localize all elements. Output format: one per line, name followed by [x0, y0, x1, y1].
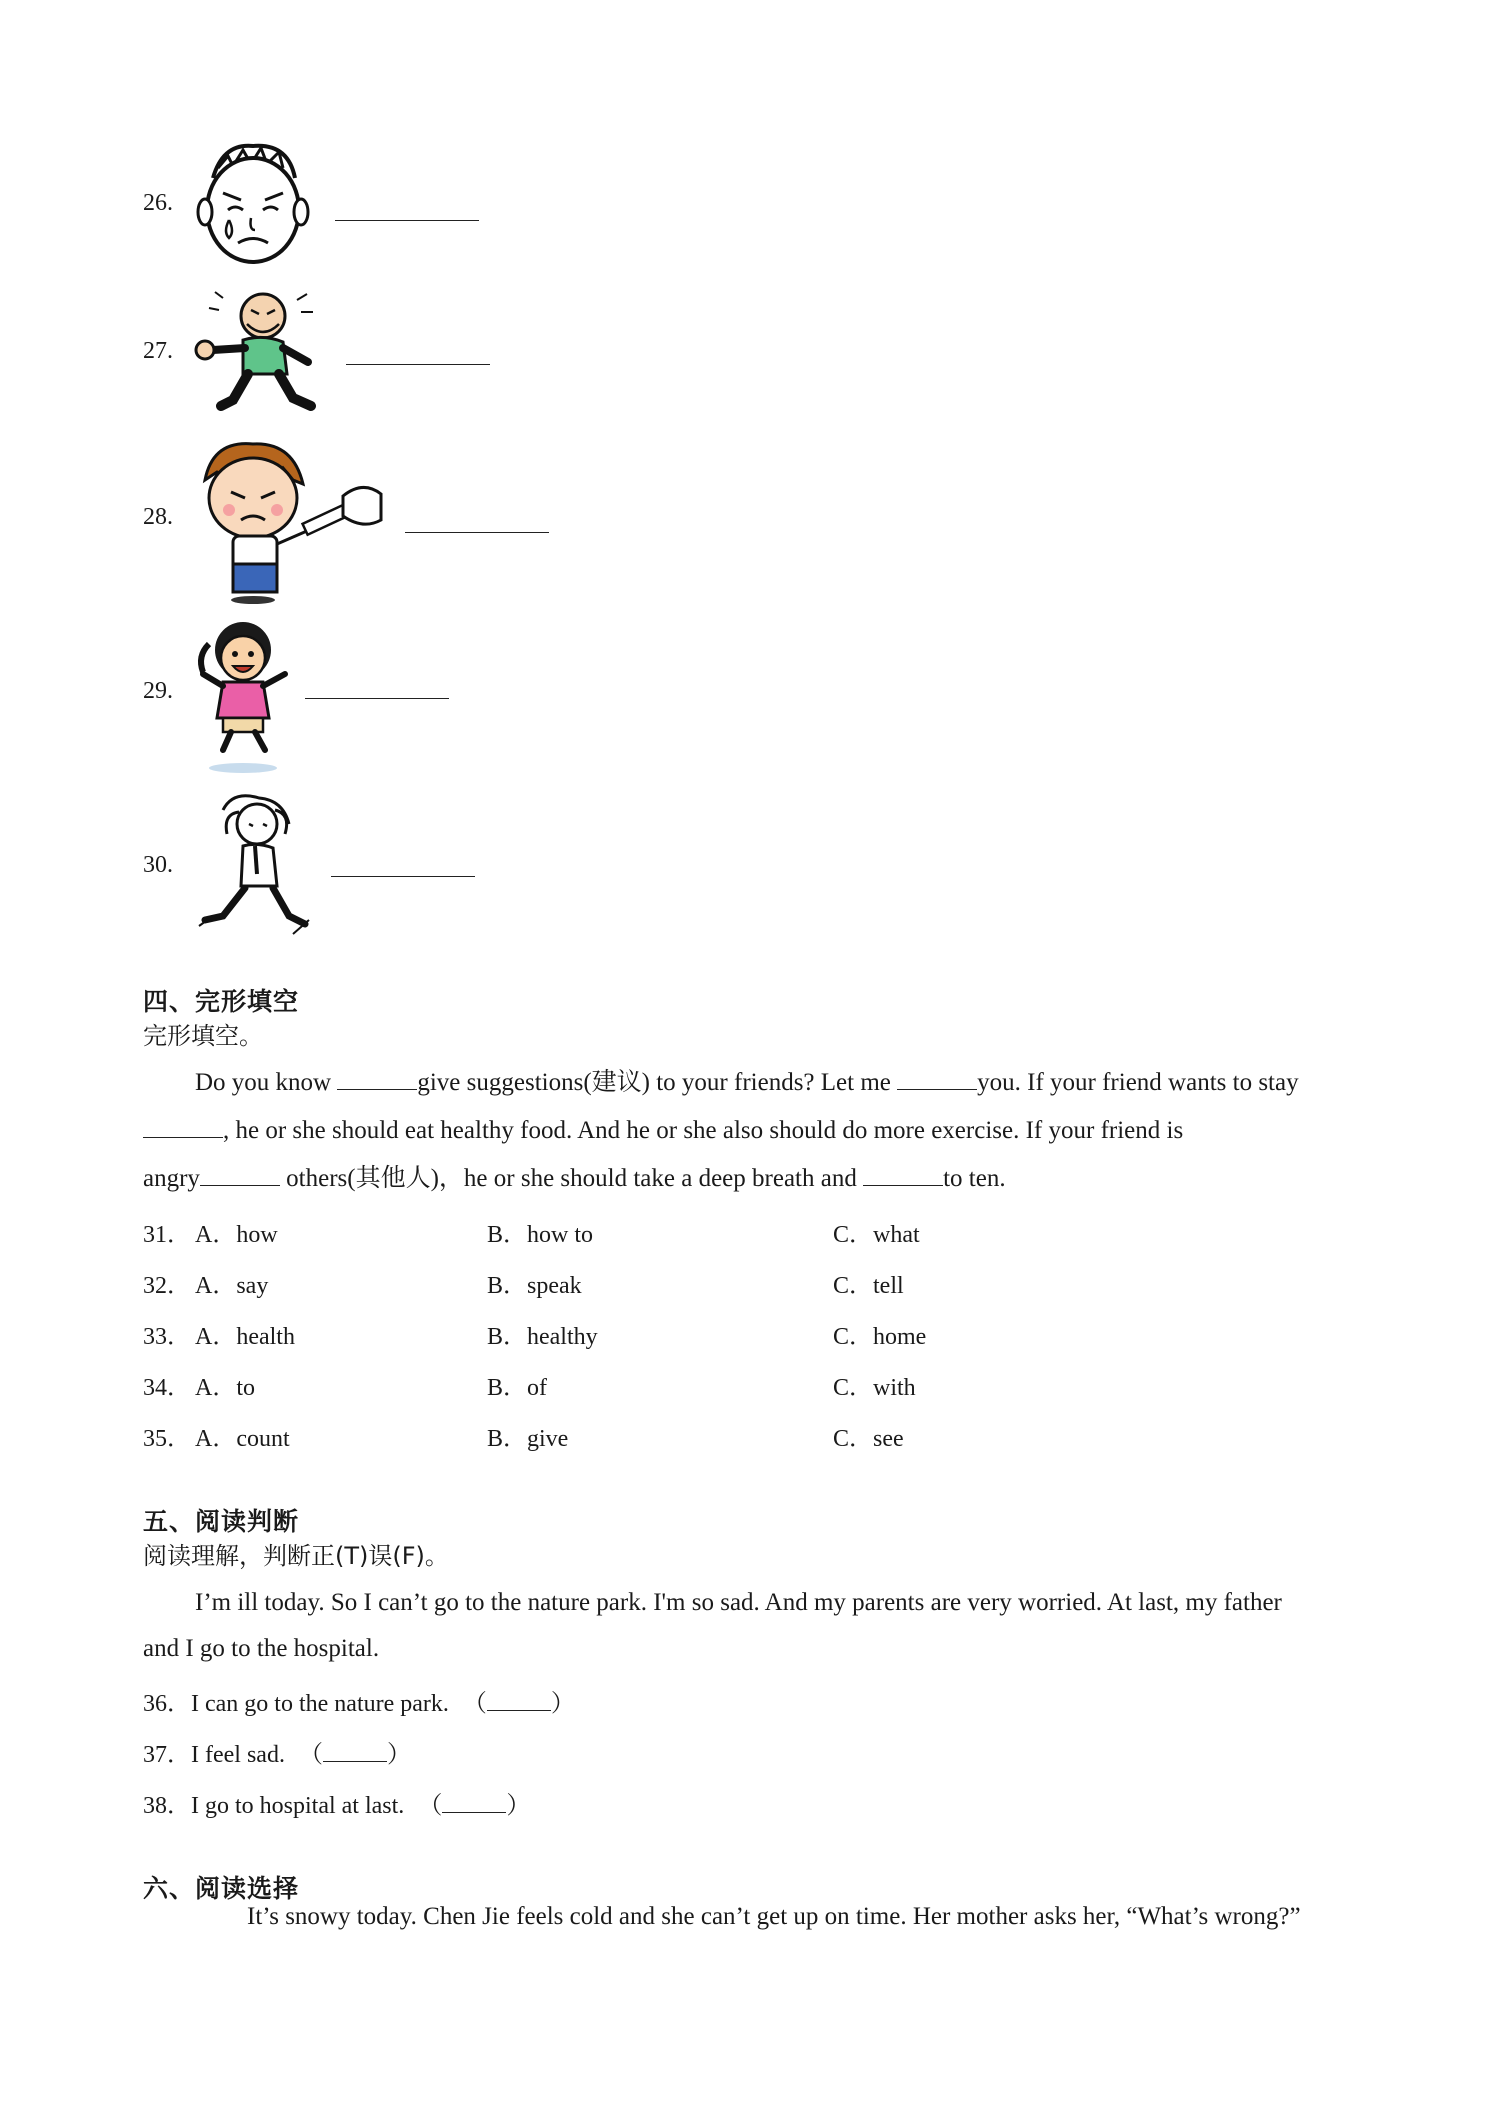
reading-passage: I’m ill today. So I can’t go to the nature park. I'm so sad. And my parents are very worried. At last, my father and I go to the hospital.: [143, 1589, 1282, 1662]
answer-blank[interactable]: [335, 220, 479, 221]
option-b[interactable]: B．of: [487, 1375, 547, 1401]
answer-blank[interactable]: [405, 532, 549, 533]
section-title-cloze: 四、完形填空: [143, 987, 300, 1016]
cloze-blank-33[interactable]: [143, 1117, 223, 1138]
option-a[interactable]: A．how: [195, 1222, 278, 1248]
option-c[interactable]: C．what: [833, 1222, 920, 1248]
cloze-line-2: , he or she should eat healthy food. And he or she also should do more exercise. If your friend is: [143, 1107, 1353, 1155]
option-a[interactable]: A．say: [195, 1273, 269, 1299]
cloze-blank-35[interactable]: [863, 1165, 943, 1186]
answer-blank[interactable]: [305, 698, 449, 699]
picture-item-26: [143, 138, 843, 278]
picture-item-27: [143, 288, 843, 428]
cloze-blank-34[interactable]: [200, 1165, 280, 1186]
cloze-blank-32[interactable]: [897, 1069, 977, 1090]
judge-question-37: 37．I feel sad. （ ）: [143, 1742, 411, 1768]
judge-blank[interactable]: [487, 1690, 551, 1711]
item-number: 26.: [143, 190, 173, 216]
options-row-32: 32． A．say B．speak C．tell: [143, 1265, 1243, 1299]
cloze-blank-31[interactable]: [337, 1069, 417, 1090]
picture-item-29: [143, 614, 843, 754]
section-instruction-reading-judge: 阅读理解，判断正(T)误(F)。: [143, 1542, 449, 1570]
judge-question-38: 38．I go to hospital at last. （ ）: [143, 1793, 531, 1819]
option-c[interactable]: C．see: [833, 1426, 904, 1452]
options-row-34: 34． A．to B．of C．with: [143, 1367, 1243, 1401]
item-number: 28.: [143, 504, 173, 530]
reading-choice-passage: It’s snowy today. Chen Jie feels cold and she can’t get up on time. Her mother asks her, “What’s wrong?”: [247, 1903, 1301, 1930]
angry-running-man-icon: [193, 288, 333, 428]
option-b[interactable]: B．how to: [487, 1222, 594, 1248]
option-a[interactable]: A．count: [195, 1426, 290, 1452]
option-c[interactable]: C．home: [833, 1324, 927, 1350]
option-a[interactable]: A．health: [195, 1324, 295, 1350]
item-number: 30.: [143, 852, 173, 878]
judge-question-36: 36．I can go to the nature park. （ ）: [143, 1691, 575, 1717]
option-b[interactable]: B．speak: [487, 1273, 582, 1299]
section-title-reading-judge: 五、阅读判断: [143, 1507, 300, 1536]
answer-blank[interactable]: [346, 364, 490, 365]
boy-injection-icon: [193, 440, 393, 610]
cloze-line-1: Do you know give suggestions(建议) to your friends? Let me you. If your friend wants to stay: [195, 1069, 1299, 1096]
options-row-35: 35． A．count B．give C．see: [143, 1418, 1243, 1452]
item-number: 29.: [143, 678, 173, 704]
cloze-line-3: angry others(其他人)，he or she should take a deep breath and to ten.: [143, 1165, 1006, 1192]
picture-item-28: [143, 440, 843, 580]
worried-running-man-icon: [193, 790, 323, 945]
option-b[interactable]: B．healthy: [487, 1324, 598, 1350]
section-instruction-cloze: 完形填空。: [143, 1022, 263, 1050]
happy-jumping-girl-icon: [193, 614, 303, 779]
option-c[interactable]: C．tell: [833, 1273, 904, 1299]
option-b[interactable]: B．give: [487, 1426, 569, 1452]
judge-blank[interactable]: [442, 1792, 506, 1813]
cloze-passage: [143, 1059, 1353, 1203]
picture-item-30: [143, 790, 843, 930]
item-number: 27.: [143, 338, 173, 364]
option-a[interactable]: A．to: [195, 1375, 255, 1401]
section-title-reading-choice: 六、阅读选择: [143, 1874, 300, 1903]
answer-blank[interactable]: [331, 876, 475, 877]
judge-blank[interactable]: [323, 1741, 387, 1762]
crying-face-icon: [193, 138, 313, 273]
options-row-33: 33． A．health B．healthy C．home: [143, 1316, 1243, 1350]
option-c[interactable]: C．with: [833, 1375, 916, 1401]
options-row-31: 31． A．how B．how to C．what: [143, 1214, 1243, 1248]
